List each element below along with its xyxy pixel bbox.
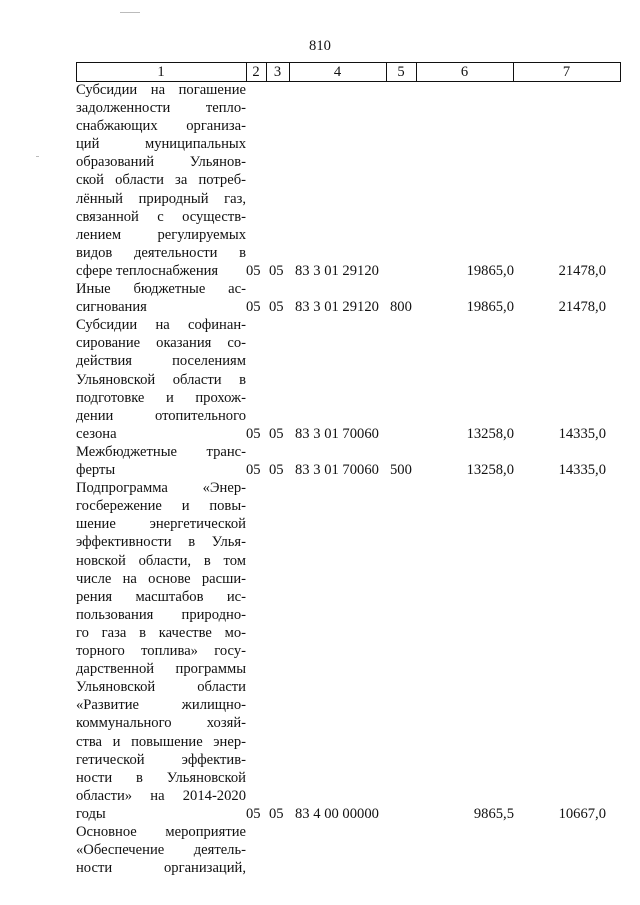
row-name-line: Субсидии на софинан- bbox=[76, 317, 246, 334]
row-name-line: задолженности тепло- bbox=[76, 100, 246, 117]
row-name-line: действия поселениям bbox=[76, 353, 246, 370]
row-name-line: рения масштабов ис- bbox=[76, 588, 246, 605]
subsection-code: 05 bbox=[269, 263, 284, 279]
header-divider bbox=[620, 63, 621, 81]
table-row bbox=[76, 479, 621, 823]
row-name-line: Иные бюджетные ас- bbox=[76, 281, 246, 298]
amount-year-2: 21478,0 bbox=[558, 299, 606, 316]
table-row bbox=[76, 81, 621, 280]
row-name-line: лением регулируемых bbox=[76, 226, 246, 243]
section-code: 05 bbox=[246, 299, 261, 316]
row-name-line: сфере теплоснабжения bbox=[76, 262, 219, 279]
row-name bbox=[76, 81, 246, 280]
row-name-line: торного топлива» госу- bbox=[76, 643, 246, 660]
target-article-code: 83 3 01 29120 bbox=[295, 299, 379, 316]
page-number: 810 bbox=[309, 38, 331, 54]
row-name-line: ций муниципальных bbox=[76, 136, 246, 153]
table-row bbox=[76, 280, 621, 316]
row-name-line: гетической эффектив- bbox=[76, 751, 246, 768]
subsection-code: 05 bbox=[269, 462, 284, 479]
row-name-line: числе на основе расши- bbox=[76, 570, 246, 587]
row-name-line: «Развитие жилищно- bbox=[76, 697, 246, 714]
header-col-3: 3 bbox=[273, 64, 282, 80]
header-col-6: 6 bbox=[460, 64, 469, 80]
row-name-line: Межбюджетные транс- bbox=[76, 444, 246, 460]
section-code: 05 bbox=[246, 425, 261, 442]
header-col-2: 2 bbox=[252, 64, 260, 80]
header-col-4: 4 bbox=[333, 64, 342, 80]
table-row bbox=[76, 443, 621, 479]
row-name-line: ства и повышение энер- bbox=[76, 733, 246, 750]
row-name-line: сезона bbox=[76, 425, 117, 442]
row-name-line: лённый природный газ, bbox=[76, 190, 246, 207]
expense-type-code: 500 bbox=[390, 462, 412, 479]
row-name-line: дарственной программы bbox=[76, 661, 246, 678]
target-article-code: 83 3 01 70060 bbox=[295, 462, 379, 479]
row-name-line: коммунального хозяй- bbox=[76, 715, 246, 732]
row-name bbox=[76, 823, 246, 877]
row-name-line: связанной с осуществ- bbox=[76, 208, 246, 225]
section-code: 05 bbox=[246, 263, 261, 279]
row-name-line: образований Ульянов- bbox=[76, 154, 246, 171]
row-name-line: видов деятельности в bbox=[76, 244, 246, 261]
amount-year-1: 19865,0 bbox=[466, 299, 514, 316]
header-col-7: 7 bbox=[562, 64, 571, 80]
amount-year-1: 13258,0 bbox=[466, 462, 514, 479]
row-name bbox=[76, 443, 246, 479]
scan-speck bbox=[36, 156, 39, 157]
row-name-line: Основное мероприятие bbox=[76, 824, 246, 841]
header-col-5: 5 bbox=[397, 64, 405, 80]
row-name-line: сигнования bbox=[76, 299, 147, 316]
row-name-line: Подпрограмма «Энер- bbox=[76, 480, 246, 497]
table-header-row bbox=[76, 62, 621, 82]
row-name bbox=[76, 280, 246, 316]
table-row bbox=[76, 823, 621, 877]
amount-year-2: 21478,0 bbox=[558, 263, 606, 279]
table-row bbox=[76, 316, 621, 443]
subsection-code: 05 bbox=[269, 805, 284, 822]
target-article-code: 83 3 01 29120 bbox=[295, 263, 379, 279]
row-name-line: области» на 2014-2020 bbox=[76, 787, 246, 804]
target-article-code: 83 4 00 00000 bbox=[295, 805, 379, 822]
row-name-line: эффективности в Улья- bbox=[76, 534, 246, 551]
target-article-code: 83 3 01 70060 bbox=[295, 425, 379, 442]
row-name-line: годы bbox=[76, 805, 106, 822]
row-name-line: Ульяновской области в bbox=[76, 371, 246, 388]
row-name-line: «Обеспечение деятель- bbox=[76, 842, 246, 859]
row-name bbox=[76, 316, 246, 443]
row-name-line: Субсидии на погашение bbox=[76, 82, 246, 98]
subsection-code: 05 bbox=[269, 299, 284, 316]
scan-speck bbox=[120, 12, 140, 13]
amount-year-1: 13258,0 bbox=[466, 425, 514, 442]
row-name-line: шение энергетической bbox=[76, 516, 246, 533]
header-col-1: 1 bbox=[157, 64, 165, 80]
subsection-code: 05 bbox=[269, 425, 284, 442]
row-name bbox=[76, 479, 246, 823]
row-name-line: го газа в качестве мо- bbox=[76, 624, 246, 641]
row-name-line: снабжающих организа- bbox=[76, 118, 246, 135]
amount-year-2: 14335,0 bbox=[558, 425, 606, 442]
row-name-line: ферты bbox=[76, 462, 116, 479]
amount-year-2: 10667,0 bbox=[558, 805, 606, 822]
row-name-line: сирование оказания со- bbox=[76, 335, 246, 352]
row-name-line: подготовке и прохож- bbox=[76, 389, 246, 406]
amount-year-2: 14335,0 bbox=[558, 462, 606, 479]
amount-year-1: 9865,5 bbox=[473, 805, 514, 822]
row-name-line: новской области, в том bbox=[76, 552, 246, 569]
row-name-line: ности в Ульяновской bbox=[76, 769, 246, 786]
amount-year-1: 19865,0 bbox=[466, 263, 514, 279]
row-name-line: дении отопительного bbox=[76, 407, 246, 424]
section-code: 05 bbox=[246, 462, 261, 479]
section-code: 05 bbox=[246, 805, 261, 822]
expense-type-code: 800 bbox=[390, 299, 412, 316]
row-name-line: госбережение и повы- bbox=[76, 498, 246, 515]
row-name-line: пользования природно- bbox=[76, 606, 246, 623]
row-name-line: ской области за потреб- bbox=[76, 172, 246, 189]
row-name-line: Ульяновской области bbox=[76, 679, 246, 696]
row-name-line: ности организаций, bbox=[76, 860, 246, 877]
